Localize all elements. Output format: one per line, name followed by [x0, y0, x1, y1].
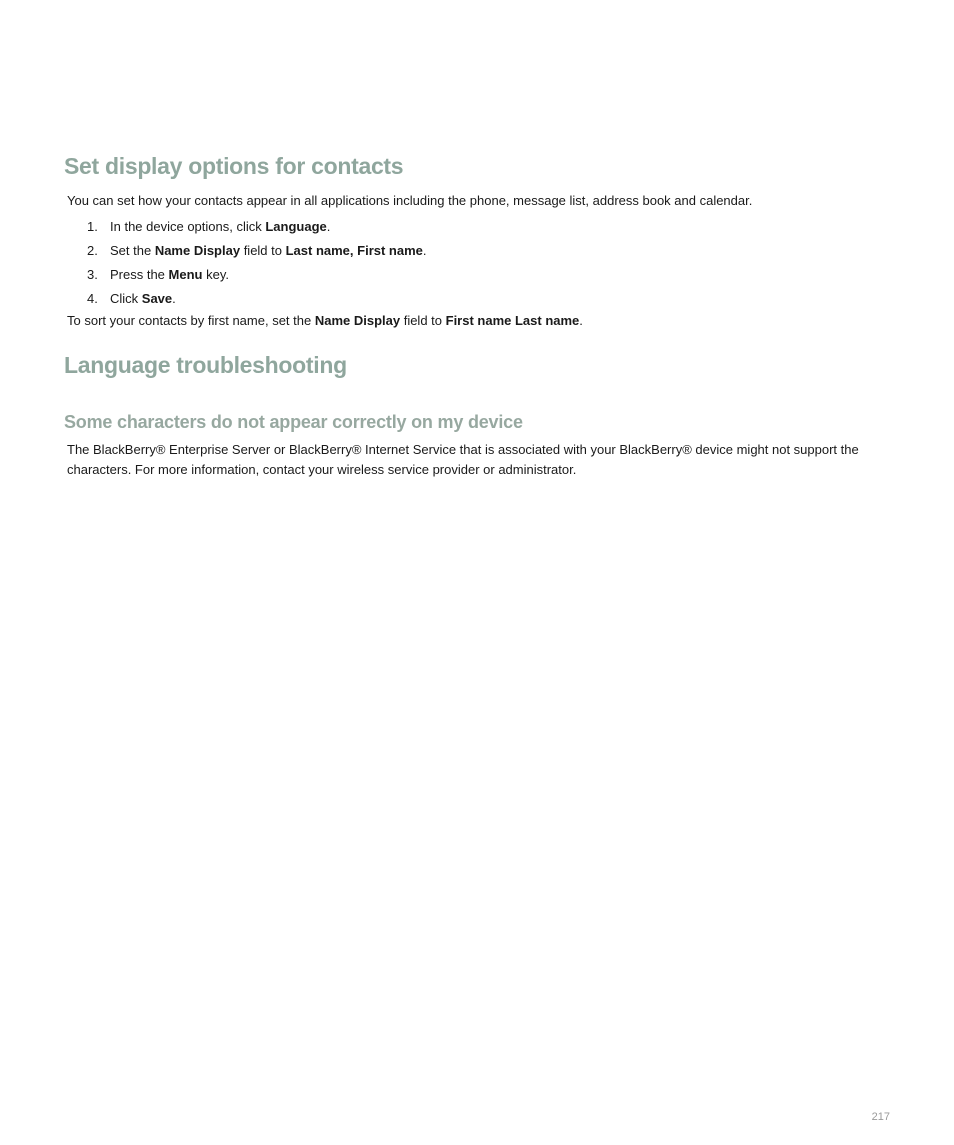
step-keyword: Last name, First name: [285, 243, 423, 258]
note-text: To sort your contacts by first name, set the: [67, 313, 315, 328]
section-heading-language-troubleshooting: Language troubleshooting: [64, 352, 347, 378]
section-heading-display-options: Set display options for contacts: [64, 153, 404, 179]
troubleshooting-paragraph: The BlackBerry® Enterprise Server or BlackBerry® Internet Service that is associated with your BlackBerry® device might not support the characters. For more information, contact your wireless service provider or administrator.: [67, 442, 859, 477]
step-keyword: Name Display: [154, 243, 241, 258]
note-text: field to: [400, 313, 446, 328]
step-keyword: Menu: [168, 267, 203, 282]
note-keyword: First name Last name: [445, 313, 580, 328]
list-item: [67, 215, 427, 239]
note-keyword: Name Display: [314, 313, 401, 328]
step-number: 1.: [87, 219, 98, 234]
subheading-characters: Some characters do not appear correctly on my device: [64, 412, 523, 432]
step-text: .: [326, 219, 331, 234]
step-number: 2.: [87, 243, 98, 258]
note-text: .: [579, 313, 583, 328]
step-text: .: [172, 291, 176, 306]
step-text: In the device options, click: [110, 219, 266, 234]
step-keyword: Save: [141, 291, 173, 306]
sort-note-paragraph: [67, 311, 907, 331]
step-text: key.: [202, 267, 229, 282]
step-text: .: [422, 243, 427, 258]
list-item: [67, 263, 427, 287]
intro-paragraph: You can set how your contacts appear in all applications including the phone, message list, address book and calendar.: [67, 193, 753, 208]
step-text: Set the: [110, 243, 155, 258]
page-number: 217: [871, 1111, 890, 1123]
list-item: [67, 287, 427, 311]
step-number: 3.: [87, 267, 98, 282]
steps-list: [67, 215, 427, 311]
list-item: [67, 239, 427, 263]
step-text: Press the: [110, 267, 169, 282]
step-text: field to: [240, 243, 286, 258]
step-keyword: Language: [265, 219, 327, 234]
step-text: Click: [110, 291, 142, 306]
step-number: 4.: [87, 291, 98, 306]
